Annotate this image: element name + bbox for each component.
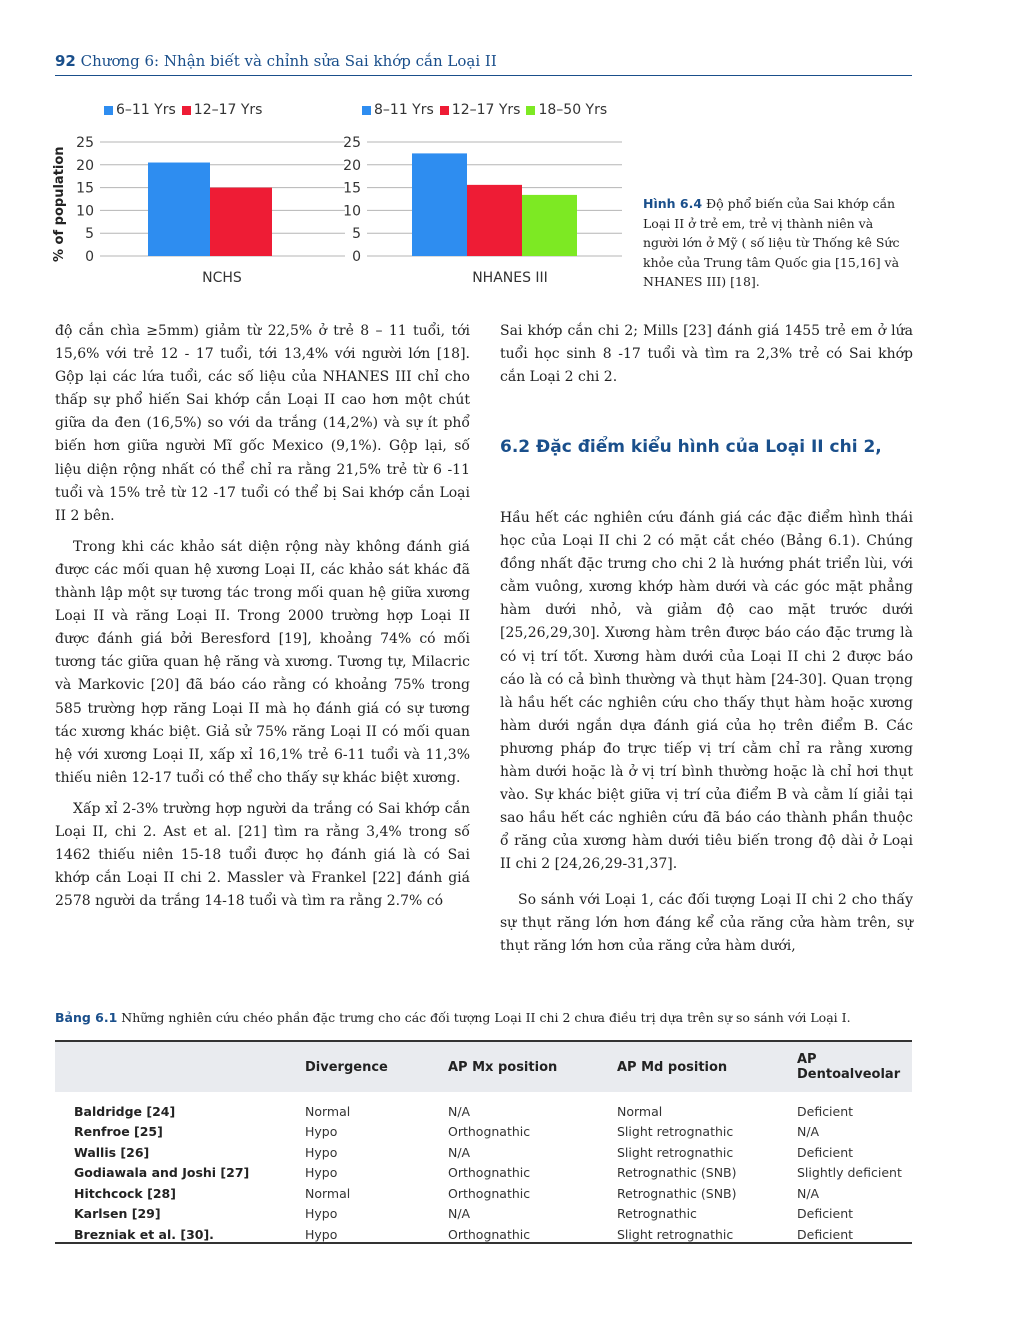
legend-item [440,102,521,118]
bar [210,188,272,256]
table-header: AP Mx position [448,1059,558,1075]
table-cell: Deficient [797,1103,854,1119]
y-tick-label: 15 [76,180,94,197]
legend-item [526,102,607,118]
right-column [500,507,913,966]
data-table [55,1040,912,1245]
x-tick-label: NCHS [202,270,242,286]
y-tick-label: 10 [76,203,94,220]
table-caption-text: Những nghiên cứu chéo phần đặc trưng cho các đối tượng Loại II chi 2 chưa điều trị dựa trên sự so sánh với Loại I. [121,1010,851,1025]
table-cell: Deficient [797,1206,854,1222]
table-cell: Hypo [305,1144,338,1160]
paragraph: Xấp xỉ 2-3% trường hợp người da trắng có Sai khớp cắn Loại II, chi 2. Ast et al. [21] tìm ra rằng 3,4% trong số 1462 thiếu niên 15-18 tuổi được họ đánh giá là có Sai khớp cắn Loại II chi 2. Massler và Frankel [22] đánh giá 2578 người da trắng 14-18 tuổi và tìm ra rằng 2.7% có [55,800,470,910]
study-name: Karlsen [29] [74,1206,161,1222]
study-name: Hitchcock [28] [74,1185,176,1201]
table-cell: Deficient [797,1226,854,1242]
table-row [55,1204,912,1225]
paragraph: So sánh với Loại 1, các đối tượng Loại II chi 2 cho thấy sự thụt răng lớn hơn đáng kể của răng cửa hàm trên, sự thụt răng lớn hơn của răng cửa hàm dưới, [500,891,913,954]
table-row [55,1122,912,1143]
legend-swatch [440,106,449,115]
table-row [55,1183,912,1204]
figure-label: Hình 6.4 [643,196,703,211]
table-cell: Orthognathic [448,1124,531,1140]
figure-caption [643,194,903,292]
table-bottom-rule [55,1242,912,1244]
legend-swatch [104,106,113,115]
table-header: AP Dentoalveolar [797,1052,901,1082]
table-cell: Slight retrognathic [617,1144,734,1160]
legend-label: 6–11 Yrs [116,102,176,118]
legend-label: 12–17 Yrs [451,102,521,118]
table-cell: N/A [448,1103,471,1119]
section-number: 6.2 [500,437,531,457]
table-cell: Retrognathic [617,1206,697,1222]
table-row [55,1163,912,1184]
table-label: Bảng 6.1 [55,1010,118,1025]
bar [467,185,522,256]
y-tick-label: 20 [76,157,94,174]
y-tick-label: 5 [85,226,94,243]
legend-item [182,102,263,118]
y-tick-label: 20 [343,157,361,174]
table-header [55,1041,305,1092]
chart-nchs [70,130,350,300]
table-row [55,1092,912,1122]
paragraph: độ cắn chìa ≥5mm) giảm từ 22,5% ở trẻ 8 – 11 tuổi, tới 15,6% với trẻ 12 - 17 tuổi, tới 13,4% với người lớn [18]. Gộp lại các lứa tuổi, các số liệu của NHANES III chỉ cho thấp sự phổ hiến Sai khớp cắn Loại II cao hơn một chút giữa da đen (16,5%) so với da trắng (14,2%) và sự ít phổ biến hơn giữa người Mĩ gốc Mexico (9,1%). Gộp lại, số liệu diện rộng nhất có thể chỉ ra rằng 21,5% trẻ từ 6 -11 tuổi và 15% trẻ từ 12 -17 tuổi có thể bị Sai khớp cắn Loại II 2 bên. [55,323,470,524]
table-cell: Hypo [305,1226,338,1242]
table-cell: Hypo [305,1165,338,1181]
table-cell: Slight retrognathic [617,1226,734,1242]
table-cell: Slight retrognathic [617,1124,734,1140]
y-tick-label: 0 [85,249,94,265]
study-name: Brezniak et al. [30]. [74,1226,214,1242]
bar [148,163,210,256]
legend-label: 12–17 Yrs [193,102,263,118]
paragraph: Trong khi các khảo sát diện rộng này không đánh giá được các mối quan hệ xương Loại II, các khảo sát khác đã thành lập một sự tương tác trong mối quan hệ giữa xương Loại II và răng Loại II. Trong 2000 trường hợp Loại II được đánh giá bởi Beresford [19], khoảng 74% có mối tương tác giữa quan hệ răng và xương. Tương tự, Milacric và Markovic [20] đã báo cáo rằng có khoảng 75% trong 585 trường hợp răng Loại II mà họ đánh giá có sự tương tác xương khác biệt. Giả sử 75% răng Loại II có mối quan hệ với xương Loại II, xấp xỉ 16,1% trẻ 6-11 tuổi và 11,3% thiếu niên 12-17 tuổi có thể cho thấy sự khác biệt xương. [55,538,470,786]
table-cell: Normal [617,1103,663,1119]
table-cell: N/A [448,1144,471,1160]
y-tick-label: 25 [76,135,94,151]
y-tick-label: 25 [343,135,361,151]
bar [412,153,467,256]
table-cell: Normal [305,1185,351,1201]
study-name: Renfroe [25] [74,1124,163,1140]
table-header: Divergence [305,1059,388,1075]
table-header-row [55,1041,912,1092]
section-heading [500,437,882,457]
left-column [55,320,470,921]
table-cell: Slightly deficient [797,1165,902,1181]
chart1-legend [104,102,262,118]
table-cell: Orthognathic [448,1226,531,1242]
table-caption [55,1010,851,1025]
legend-item [362,102,434,118]
y-tick-label: 5 [352,226,361,243]
page-number: 92 [55,52,76,70]
legend-item [104,102,176,118]
table-cell: Hypo [305,1206,338,1222]
table-cell: Orthognathic [448,1185,531,1201]
header-rule [55,75,912,76]
paragraph: Hầu hết các nghiên cứu đánh giá các đặc điểm hình thái học của Loại II chi 2 có mặt cắt chéo (Bảng 6.1). Chúng đồng nhất đặc trưng cho chi 2 là hướng phát triển lùi, với cằm vuông, xương khớp hàm dưới và các góc mặt phẳng hàm dưới nhỏ, và giảm độ cao mặt trước dưới [25,26,29,30]. Xương hàm trên được báo cáo đặc trưng là có vị trí tốt. Xương hàm dưới của Loại II chi 2 được báo cáo là có cả bình thường và thụt hàm [24-30]. Quan trọng là hầu hết các nghiên cứu cho thấy thụt hàm hoặc xương hàm dưới ngắn dựa đánh giá của họ trên điểm B. Các phương pháp đo trực tiếp vị trí cằm chỉ ra rằng xương hàm dưới hoặc là ở vị trí bình thường hoặc là chỉ hơi thụt vào. Sự khác biệt giữa vị trí của điểm B và cằm lí giải tại sao hầu hết các nghiên cứu đã báo cáo thành phần thuộc ổ răng của xương hàm dưới tiêu biến trong độ dài ở Loại II chi 2 [24,26,29-31,37]. [500,510,913,873]
y-tick-label: 10 [343,203,361,220]
table-header: AP Md position [617,1059,728,1075]
table-cell: Retrognathic (SNB) [617,1185,737,1201]
chapter-title: Nhận biết và chỉnh sửa Sai khớp cắn Loại II [163,52,497,70]
chart-nhanes [335,130,630,300]
table-cell: Deficient [797,1144,854,1160]
figure-caption-text: Độ phổ biến của Sai khớp cắn Loại II ở trẻ em, trẻ vị thành niên và người lớn ở Mỹ ( số liệu từ Thống kê Sức khỏe của Trung tâm Quốc gia [15,16] và NHANES III) [18]. [643,196,900,289]
y-tick-label: 0 [352,249,361,265]
legend-swatch [182,106,191,115]
table-cell: N/A [448,1206,471,1222]
table-cell: Orthognathic [448,1165,531,1181]
y-tick-label: 15 [343,180,361,197]
right-column-top [500,320,913,397]
bar [522,195,577,256]
x-tick-label: NHANES III [472,270,548,286]
legend-swatch [526,106,535,115]
table-cell: N/A [797,1185,820,1201]
chapter-label: Chương 6: [80,52,160,70]
legend-swatch [362,106,371,115]
study-name: Baldridge [24] [74,1103,176,1119]
table-row [55,1142,912,1163]
table-cell: N/A [797,1124,820,1140]
legend-label: 8–11 Yrs [374,102,434,118]
paragraph: Sai khớp cắn chi 2; Mills [23] đánh giá 1455 trẻ em ở lứa tuổi học sinh 8 -17 tuổi và tìm ra 2,3% trẻ có Sai khớp cắn Loại 2 chi 2. [500,323,913,386]
table-cell: Normal [305,1103,351,1119]
legend-label: 18–50 Yrs [538,102,608,118]
section-title: Đặc điểm kiểu hình của Loại II chi 2, [536,437,882,457]
y-axis-label: % of population [52,146,67,262]
table-cell: Retrognathic (SNB) [617,1165,737,1181]
running-header [55,52,497,70]
table-cell: Hypo [305,1124,338,1140]
study-name: Godiawala and Joshi [27] [74,1165,250,1181]
chart2-legend [362,102,607,118]
study-name: Wallis [26] [74,1144,150,1160]
